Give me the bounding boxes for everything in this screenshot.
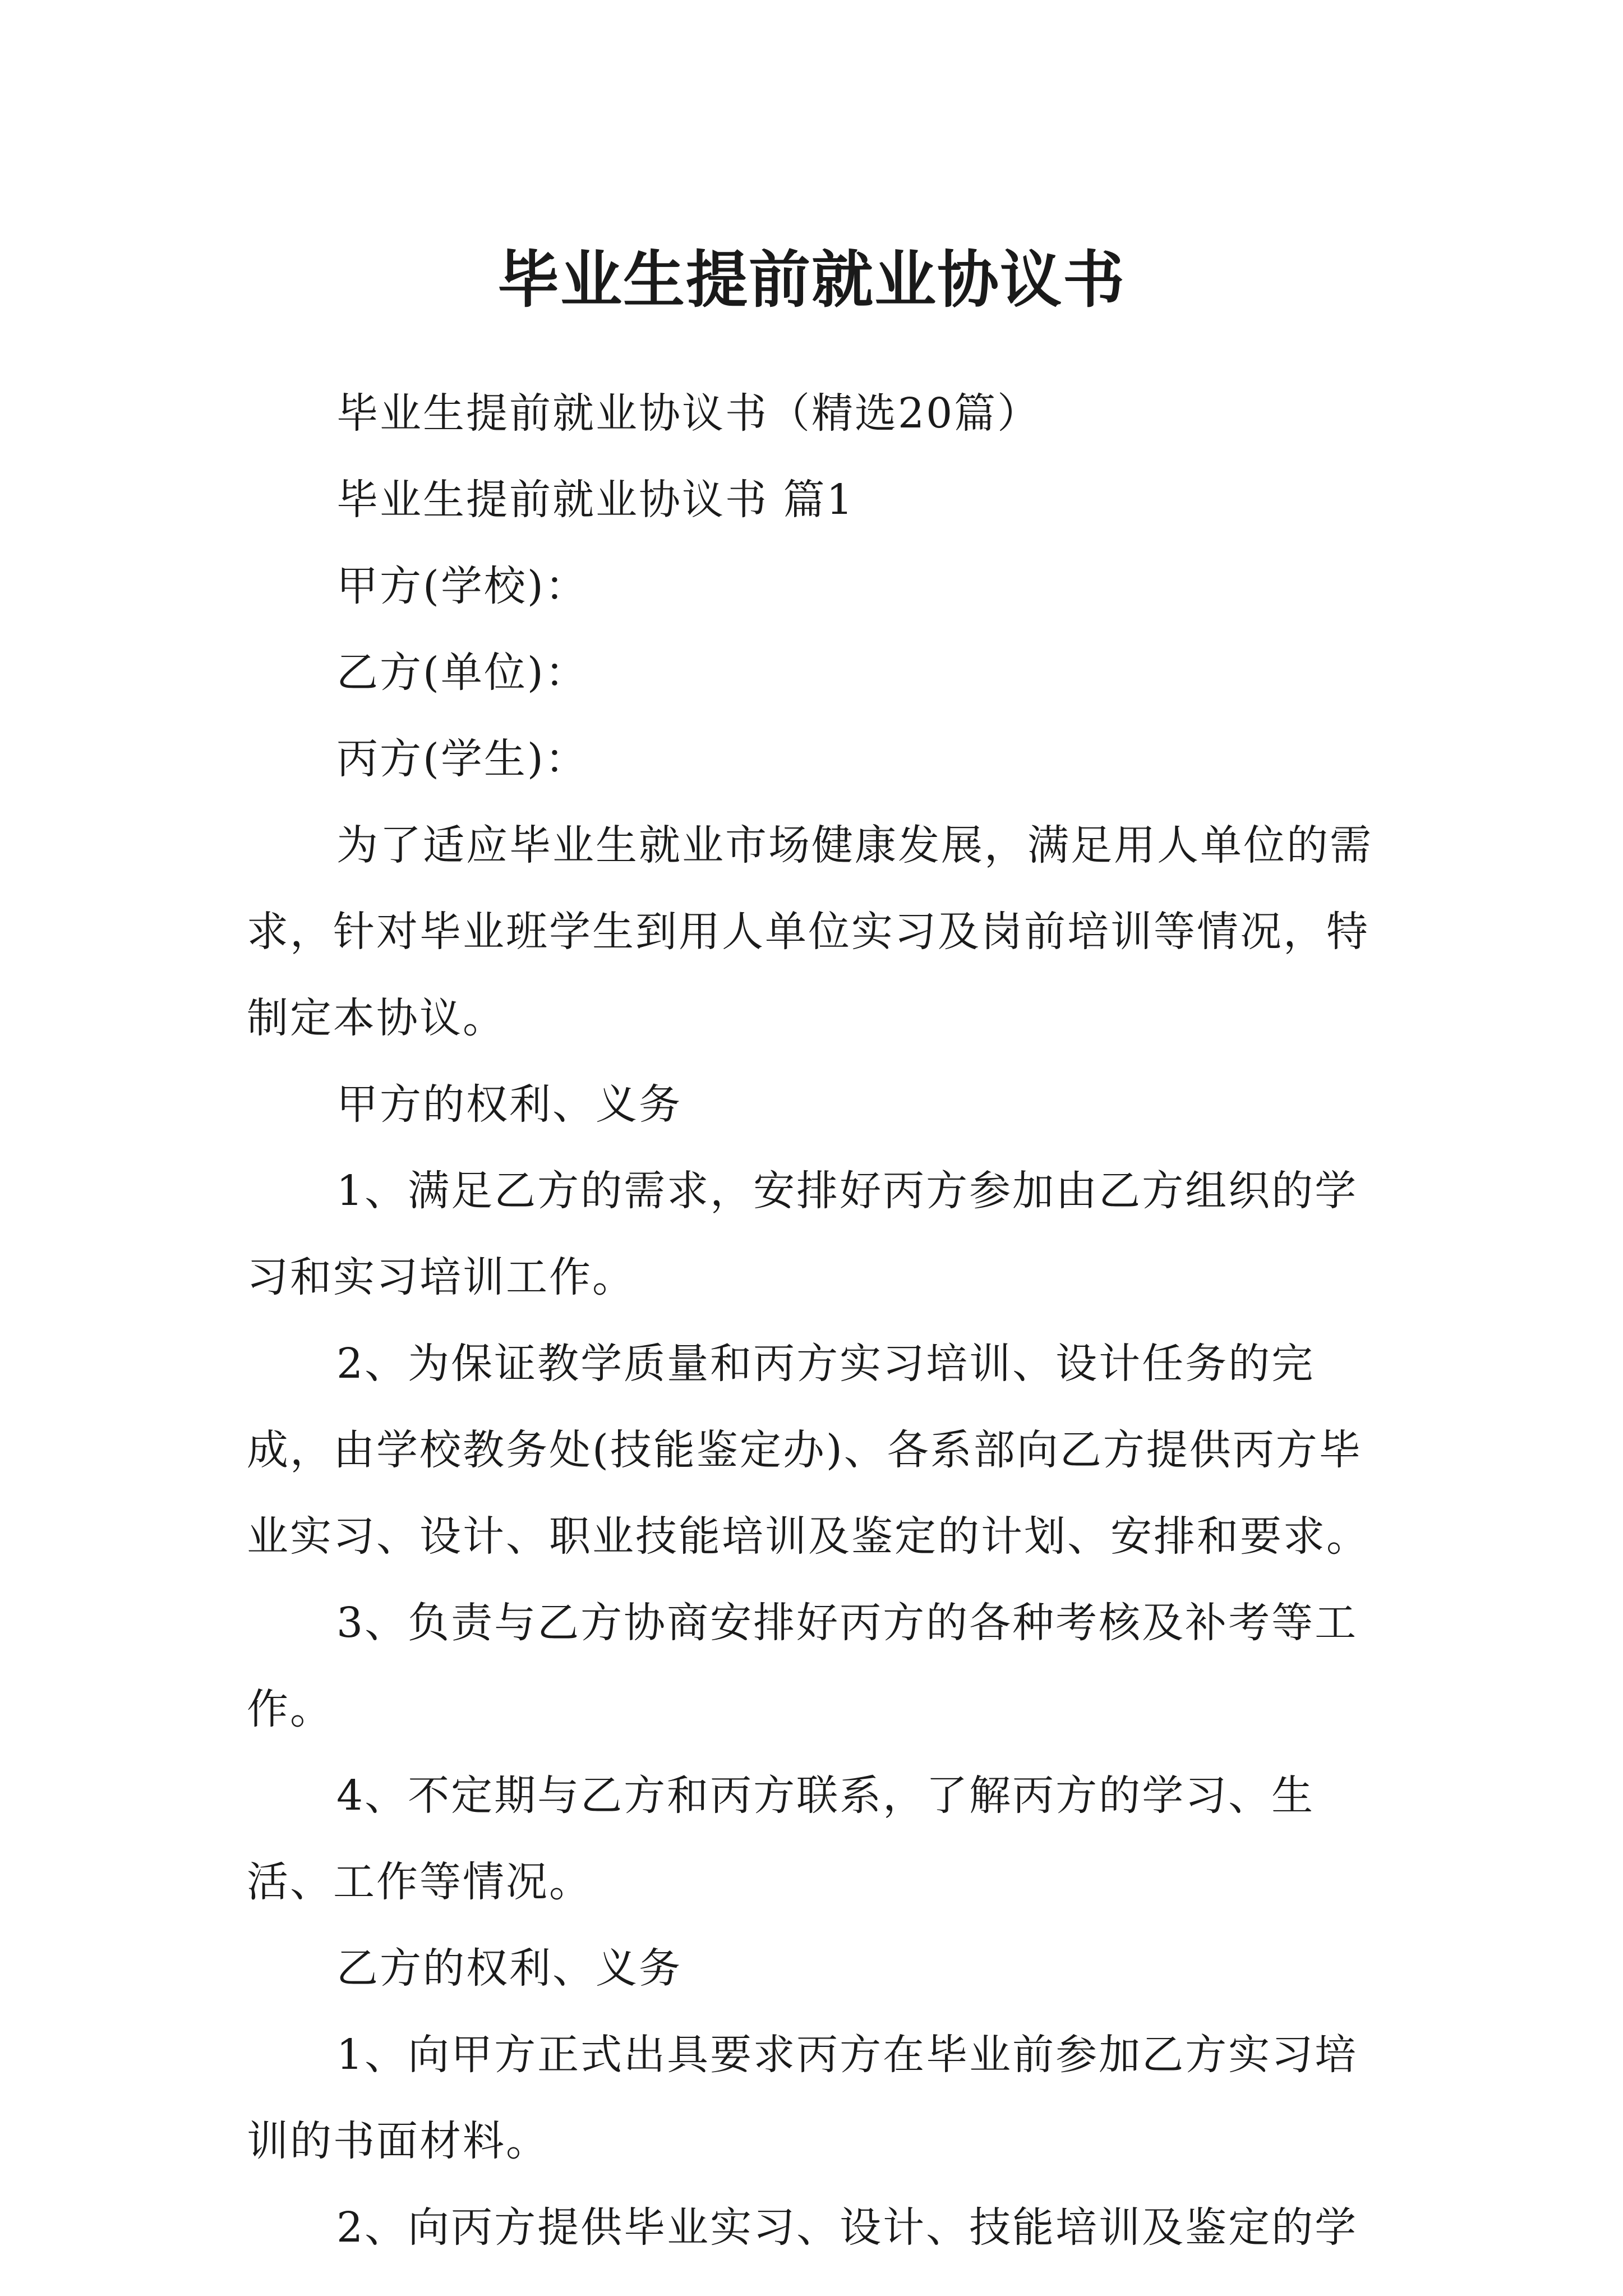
paragraph-party-a-rights-heading: 甲方的权利、义务 <box>336 1080 682 1129</box>
paragraph-party-b-item-2: 2、向丙方提供毕业实习、设计、技能培训及鉴定的学 <box>336 2203 1358 2252</box>
document-title: 毕业生提前就业协议书 <box>497 243 1126 316</box>
paragraph-party-c: 丙方(学生)： <box>336 735 588 783</box>
paragraph-intro: 为了适应毕业生就业市场健康发展，满足用人单位的需求，针对毕业班学生到用人单位实习及岗前培训等情况，特制定本协议。 <box>247 821 1373 1042</box>
paragraph-party-b: 乙方(单位)： <box>336 648 588 697</box>
paragraph-party-a-item-4: 4、不定期与乙方和丙方联系，了解丙方的学习、生活、工作等情况。 <box>247 1772 1315 1906</box>
paragraph-party-a-item-2: 2、为保证教学质量和丙方实习培训、设计任务的完成，由学校教务处(技能鉴定办)、各系部向乙方提供丙方毕业实习、设计、职业技能培训及鉴定的计划、安排和要求。 <box>247 1340 1370 1561</box>
document-body <box>247 370 1380 2271</box>
paragraph-section-heading: 毕业生提前就业协议书 篇1 <box>336 476 855 524</box>
paragraph-party-a: 甲方(学校)： <box>336 562 588 610</box>
paragraph-party-a-item-3: 3、负责与乙方协商安排好丙方的各种考核及补考等工作。 <box>247 1599 1358 1733</box>
paragraph-party-b-item-1: 1、向甲方正式出具要求丙方在毕业前参加乙方实习培训的书面材料。 <box>247 2031 1358 2165</box>
paragraph-subtitle: 毕业生提前就业协议书（精选20篇） <box>336 389 1041 438</box>
paragraph-party-a-item-1: 1、满足乙方的需求，安排好丙方参加由乙方组织的学习和实习培训工作。 <box>247 1167 1358 1301</box>
paragraph-party-b-rights-heading: 乙方的权利、义务 <box>336 1944 682 1993</box>
